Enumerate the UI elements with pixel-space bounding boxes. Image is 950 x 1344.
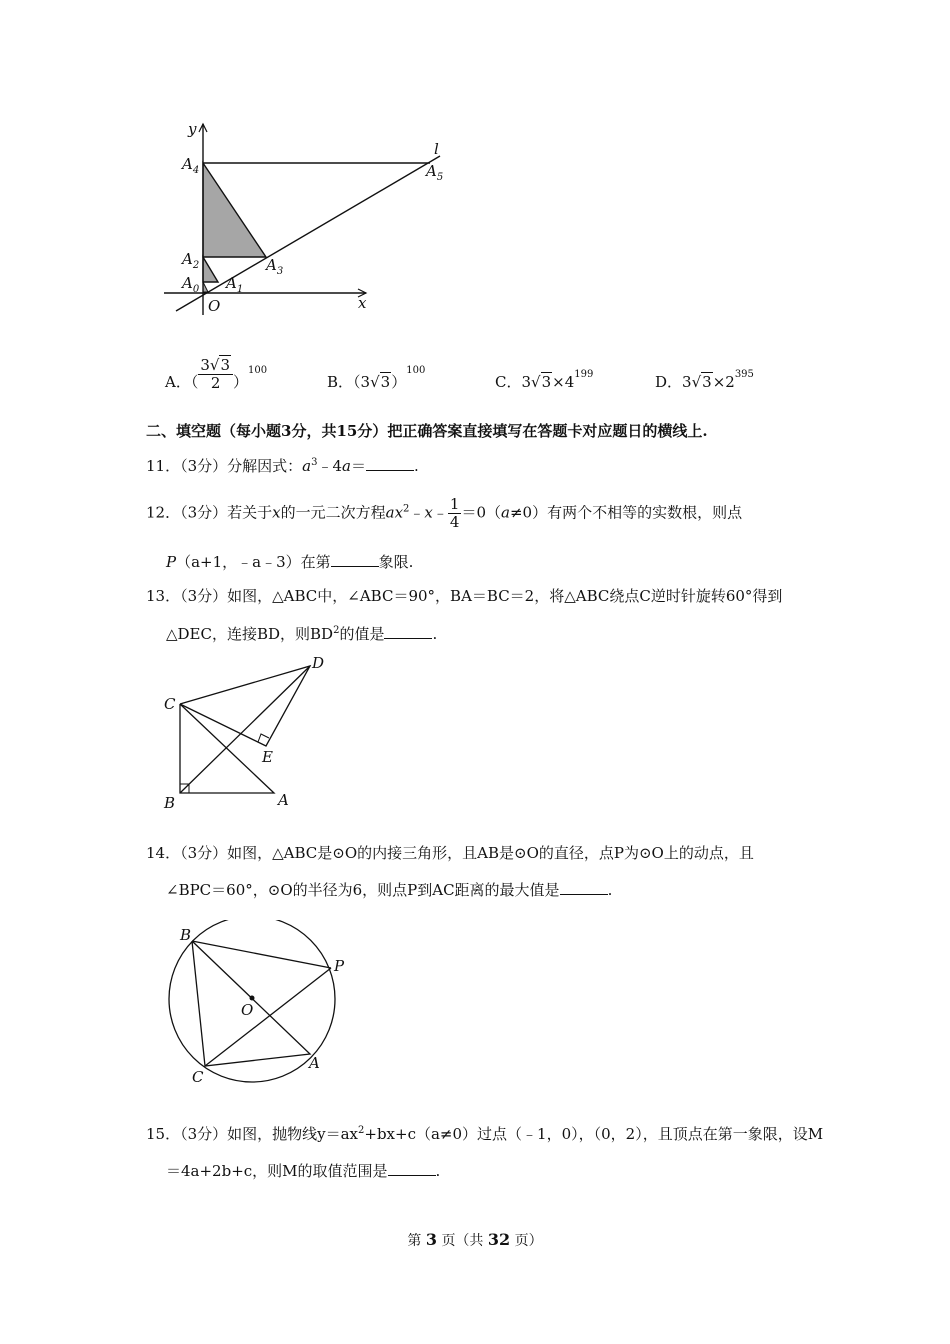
label-b: B bbox=[164, 794, 176, 812]
label-c: C bbox=[192, 1068, 204, 1086]
answer-blank bbox=[560, 880, 608, 895]
answer-blank bbox=[388, 1161, 436, 1176]
section-2-heading: 二、填空题（每小题3分，共15分）把正确答案直接填写在答题卡对应题日的横线上. bbox=[146, 422, 708, 440]
right-angle-e bbox=[258, 734, 269, 742]
label-a: A bbox=[278, 791, 289, 809]
label-l: l bbox=[434, 140, 439, 158]
question-13-line-2: △DEC，连接BD，则$BD^2$的值是 . bbox=[166, 625, 438, 643]
triangle-dec bbox=[180, 666, 310, 746]
page-footer: 第 3 页（共 32 页） bbox=[407, 1230, 543, 1249]
label-y: y bbox=[188, 120, 197, 138]
label-a5: $A_5$ bbox=[426, 162, 444, 183]
option-a: A．（ $\frac{3√3}{2}$ ）$^{100}$ bbox=[165, 355, 268, 392]
question-14-line-1: 14．（3分）如图，△ABC是⊙O的内接三角形，且AB是⊙O的直径，点P为⊙O上的动点，且 bbox=[146, 844, 754, 862]
question-13-line-1: 13．（3分）如图，△ABC中，∠ABC＝90°，BA＝BC＝2，将△ABC绕点C逆时针旋转60°得到 bbox=[146, 587, 783, 605]
label-o: O bbox=[241, 1001, 254, 1019]
shaded-triangle-large bbox=[203, 163, 266, 257]
question-15-line-1: 15．（3分）如图，抛物线$y=ax^2+bx+c(a\ne 0)$过点（﹣1，0），（0，2），且顶点在第一象限，设M bbox=[146, 1125, 824, 1143]
label-a1: $A_1$ bbox=[226, 274, 244, 295]
label-a: A bbox=[309, 1054, 320, 1072]
answer-blank bbox=[331, 552, 379, 567]
option-c: C．$3√3\times 4^{199}$ bbox=[495, 369, 594, 391]
figure-1-coordinate-diagram bbox=[150, 112, 460, 322]
label-a4: $A_4$ bbox=[182, 155, 200, 176]
option-b: B．$(3√3)^{100}$ bbox=[327, 365, 426, 391]
label-e: E bbox=[262, 748, 273, 766]
segment-bp bbox=[192, 941, 331, 968]
shaded-triangle-small bbox=[203, 257, 218, 282]
label-p: P bbox=[334, 957, 345, 975]
figure-q13-triangles bbox=[155, 652, 335, 814]
label-o: O bbox=[208, 297, 221, 315]
shaded-triangle-tiny bbox=[203, 282, 208, 292]
q10-options-row bbox=[165, 355, 805, 406]
answer-blank bbox=[384, 624, 432, 639]
figure-q14-circle bbox=[160, 920, 360, 1090]
label-d: D bbox=[312, 654, 325, 672]
label-a3: $A_3$ bbox=[266, 256, 284, 277]
question-12-line-2: P（a+1，﹣a﹣3）在第 象限. bbox=[166, 553, 414, 571]
question-15-line-2: ＝4a+2b+c，则M的取值范围是 . bbox=[166, 1162, 441, 1180]
center-point-o bbox=[250, 996, 255, 1001]
segment-cp bbox=[205, 968, 331, 1066]
question-11: 11．（3分）分解因式：$a^3﹣4a=$ . bbox=[146, 457, 419, 475]
label-a2: $A_2$ bbox=[182, 250, 200, 271]
answer-blank bbox=[366, 456, 414, 471]
question-14-line-2: ∠BPC＝60°，⊙O的半径为6，则点P到AC距离的最大值是 . bbox=[166, 881, 613, 899]
label-a0: $A_0$ bbox=[182, 274, 200, 295]
label-b: B bbox=[180, 926, 192, 944]
label-x: x bbox=[358, 294, 367, 312]
question-12-line-1: 12．（3分）若关于x的一元二次方程$ax^2﹣x﹣$ $\frac{1}{4}$ ＝0（a≠0）有两个不相等的实数根，则点 bbox=[146, 495, 743, 531]
label-c: C bbox=[164, 695, 176, 713]
option-d: D．$3√3\times 2^{395}$ bbox=[655, 369, 754, 391]
